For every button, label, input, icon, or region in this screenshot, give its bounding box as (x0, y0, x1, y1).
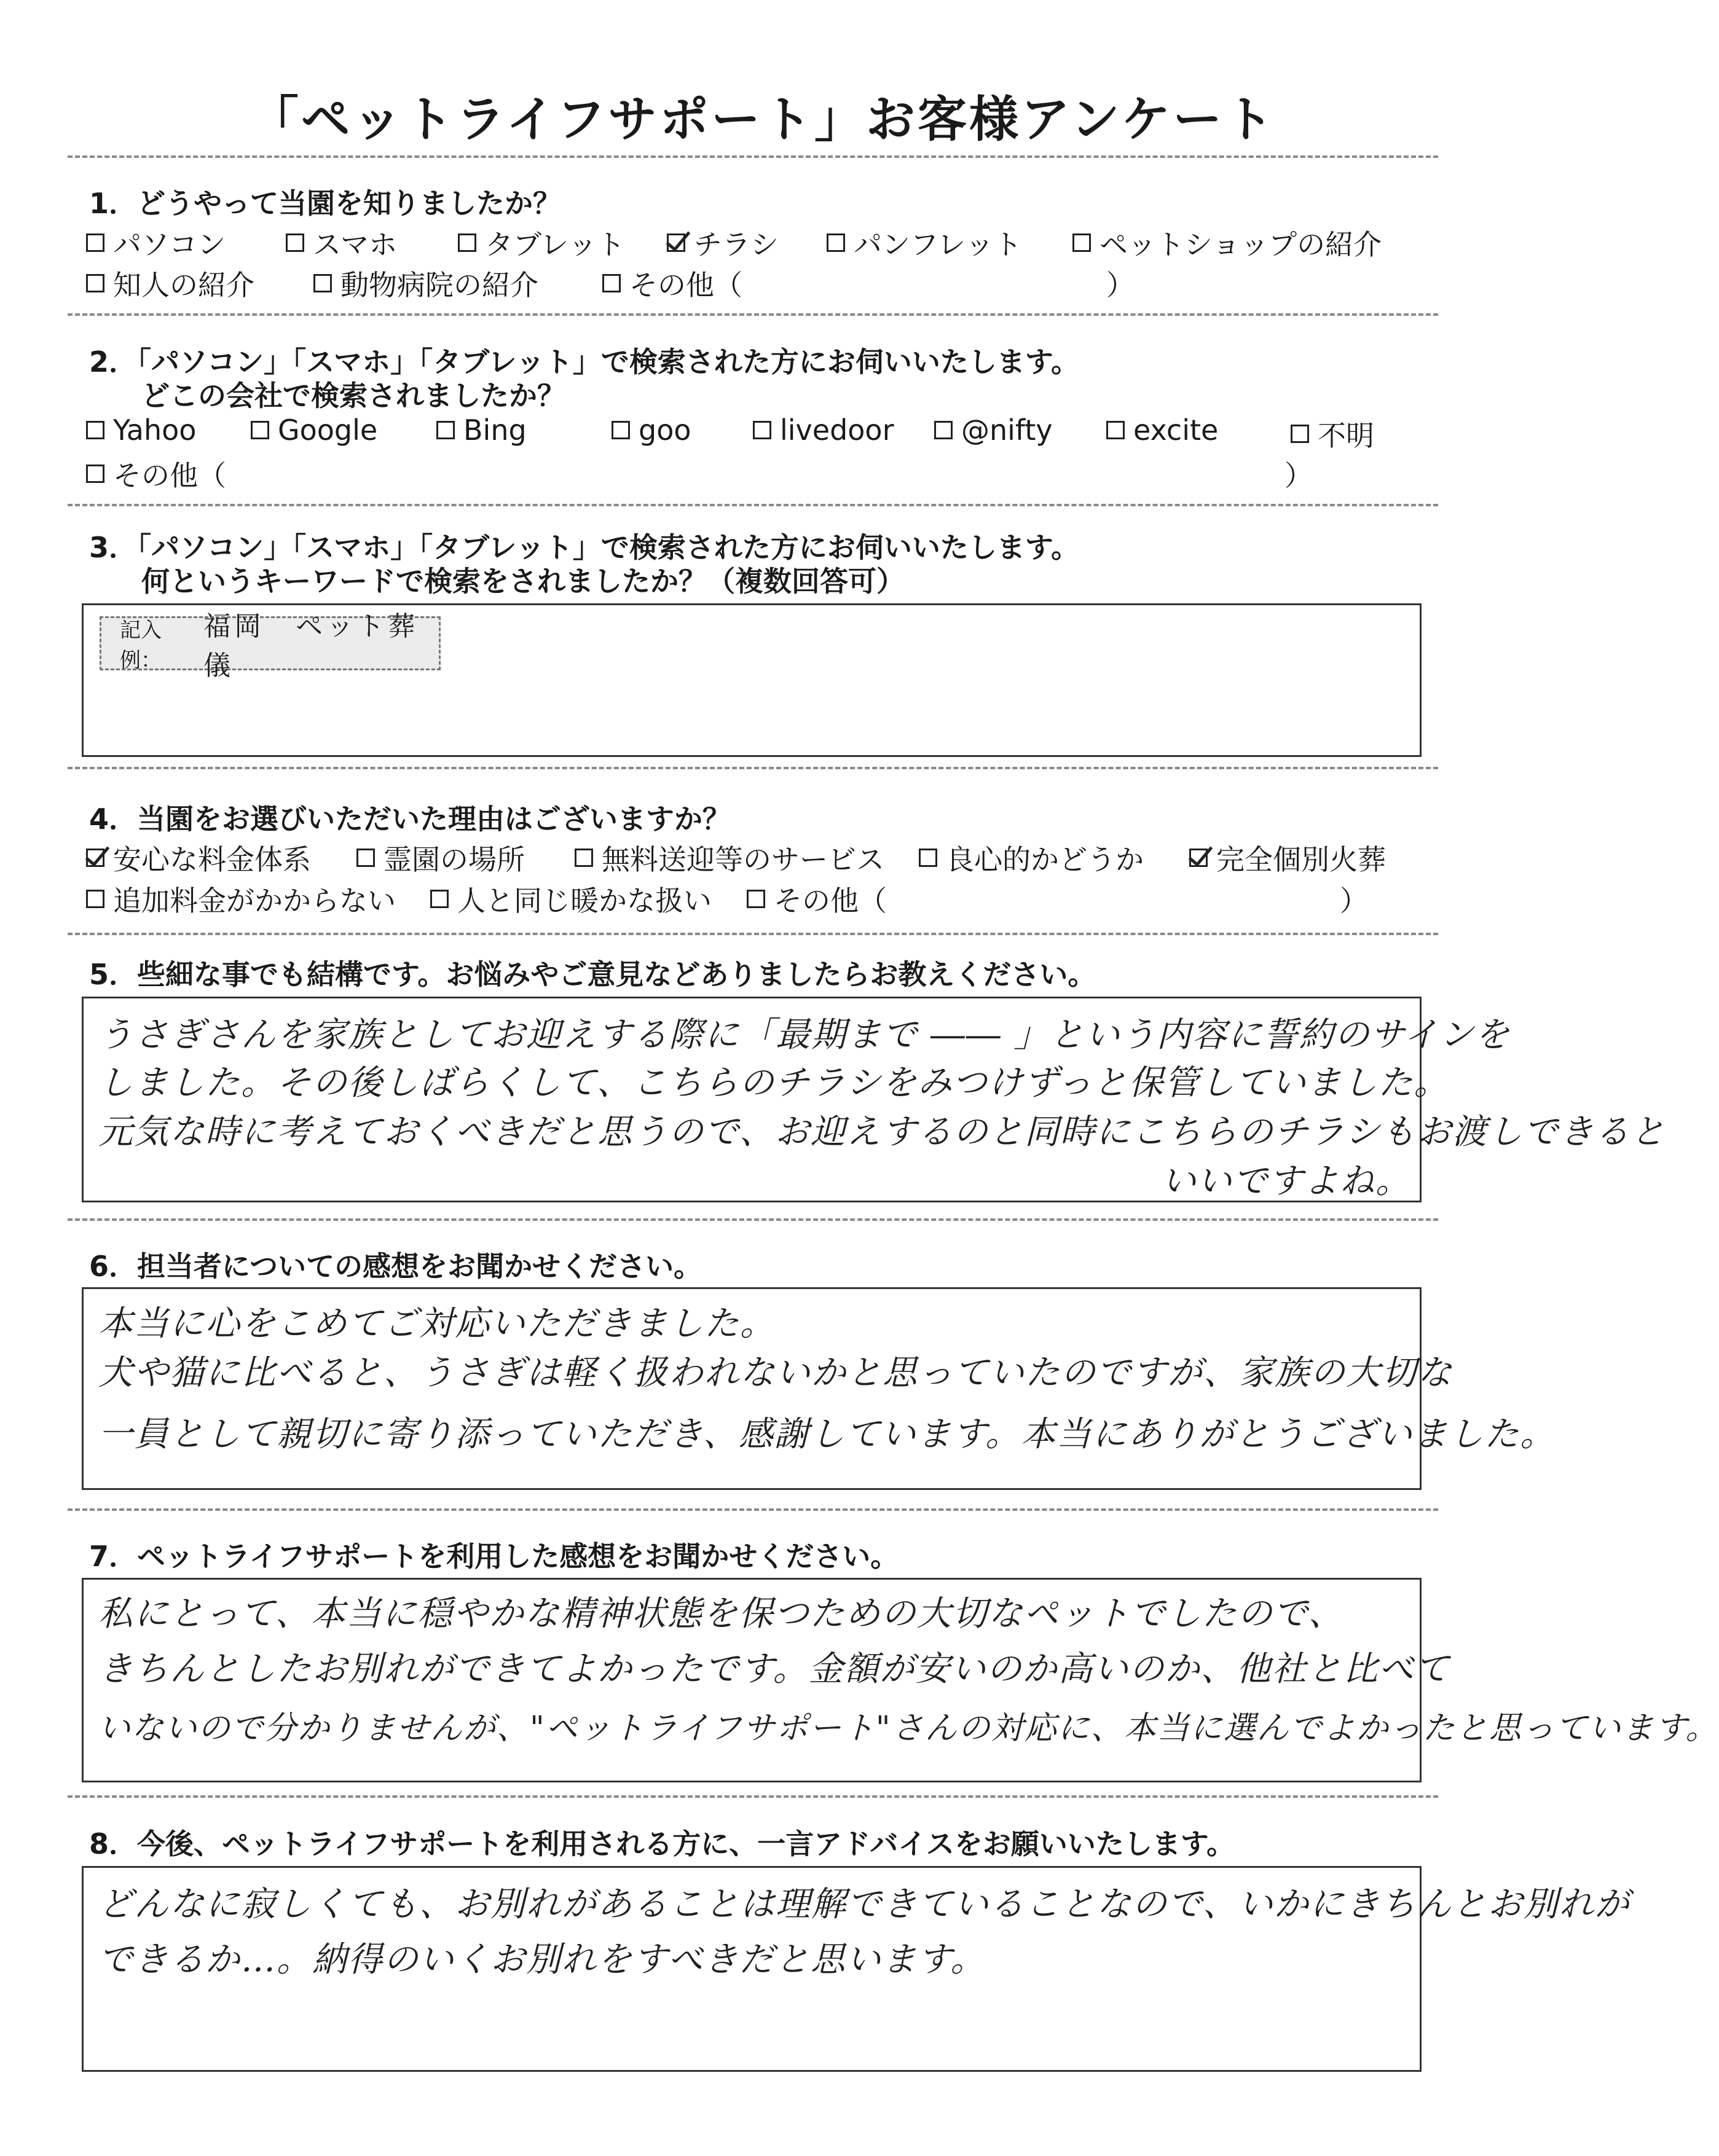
separator (68, 1218, 1438, 1221)
checkbox[interactable] (356, 849, 375, 867)
checkbox[interactable] (575, 849, 593, 867)
q7-answer-line: 私にとって、本当に穏やかな精神状態を保つための大切なペットでしたので、 (98, 1594, 1344, 1634)
example-text: 福岡 ペット葬儀 (203, 611, 419, 681)
q3-example (100, 611, 441, 681)
q6-answer-line: 犬や猫に比べると、うさぎは軽く扱われないかと思っていたのですが、家族の大切な (98, 1353, 1453, 1393)
q7-answer-line: きちんとしたお別れができてよかったです。金額が安いのか高いのか、他社と比べて (98, 1649, 1450, 1689)
q4-option-other[interactable]: その他（ (747, 879, 887, 919)
q4-title: 4．当園をお選びいただいた理由はございますか？ (89, 802, 731, 836)
q1-option-other[interactable]: その他（ (602, 263, 742, 304)
q2-close-paren: ） (1284, 459, 1313, 492)
q1-option-pc[interactable]: パソコン (86, 222, 226, 263)
checkbox[interactable] (86, 233, 104, 252)
example-label: 記入例： (120, 618, 162, 673)
checkbox[interactable] (286, 233, 304, 252)
q5-answer-line: しました。その後しばらくして、こちらのチラシをみつけずっと保管していました。 (98, 1063, 1450, 1103)
q4-option-individual-cremation[interactable]: 完全個別火葬 (1189, 837, 1386, 878)
q1-close-paren: ） (1106, 269, 1135, 302)
checkbox[interactable] (436, 421, 455, 439)
checkbox[interactable] (1106, 421, 1125, 439)
checkbox[interactable] (753, 421, 771, 439)
q1-option-smartphone[interactable]: スマホ (286, 222, 397, 263)
checkbox[interactable] (430, 890, 449, 908)
separator (68, 767, 1438, 769)
q2-title: 2．「パソコン」「スマホ」「タブレット」で検索された方にお伺いいたします。 (89, 345, 1080, 378)
q2-option-yahoo[interactable]: Yahoo (86, 414, 196, 447)
q1-option-tablet[interactable]: タブレット (458, 222, 625, 263)
checkbox[interactable] (86, 890, 104, 908)
checkbox[interactable] (919, 849, 937, 867)
page-title: 「ペットライフサポート」お客様アンケート (249, 91, 1276, 148)
checkbox-checked[interactable] (1189, 849, 1208, 867)
checkbox[interactable] (86, 465, 104, 483)
q2-subtitle: どこの会社で検索されましたか？ (141, 379, 565, 412)
separator (68, 1795, 1438, 1798)
q6-answer-line: 本当に心をこめてご対応いただきました。 (98, 1304, 776, 1344)
q2-option-livedoor[interactable]: livedoor (753, 414, 894, 447)
q5-answer-line: 元気な時に考えておくべきだと思うので、お迎えするのと同時にこちらのチラシもお渡しできると (98, 1112, 1666, 1152)
q1-option-pamphlet[interactable]: パンフレット (827, 222, 1022, 263)
separator (68, 155, 1438, 158)
separator (68, 1508, 1438, 1511)
checkbox[interactable] (1291, 425, 1309, 443)
q4-option-conscientious[interactable]: 良心的かどうか (919, 837, 1144, 878)
q5-answer-line: うさぎさんを家族としてお迎えする際に「最期まで ―― 」という内容に誓約のサインを (98, 1015, 1511, 1055)
q4-close-paren: ） (1340, 884, 1368, 917)
q6-title: 6．担当者についての感想をお聞かせください。 (89, 1250, 702, 1283)
q4-option-no-extra-fee[interactable]: 追加料金がかからない (86, 879, 396, 919)
checkbox[interactable] (612, 421, 630, 439)
q8-answer-line: できるか…。納得のいくお別れをすべきだと思います。 (98, 1940, 986, 1980)
checkbox[interactable] (86, 421, 104, 439)
q1-option-vet[interactable]: 動物病院の紹介 (313, 263, 538, 304)
q2-option-other[interactable]: その他（ (86, 453, 226, 494)
q5-title: 5．些細な事でも結構です。お悩みやご意見などありましたらお教えください。 (89, 958, 1096, 991)
q4-option-location[interactable]: 霊園の場所 (356, 837, 525, 878)
q8-title: 8．今後、ペットライフサポートを利用される方に、一言アドバイスをお願いいたします。 (89, 1827, 1235, 1860)
checkbox[interactable] (458, 233, 476, 252)
checkbox[interactable] (827, 233, 845, 252)
checkbox[interactable] (602, 274, 621, 292)
q8-answer-line: どんなに寂しくても、お別れがあることは理解できていることなので、いかにきちんとお別れが (98, 1884, 1630, 1924)
q6-answer-line: 一員として親切に寄り添っていただき、感謝しています。本当にありがとうございました。 (98, 1414, 1556, 1454)
checkbox[interactable] (251, 421, 269, 439)
q2-option-bing[interactable]: Bing (436, 414, 527, 447)
checkbox[interactable] (747, 890, 765, 908)
q2-option-goo[interactable]: goo (612, 414, 691, 447)
q2-option-excite[interactable]: excite (1106, 414, 1218, 447)
separator (68, 933, 1438, 935)
checkbox[interactable] (1072, 233, 1091, 252)
q1-option-acquaintance[interactable]: 知人の紹介 (86, 263, 254, 304)
q5-answer-line: いいですよね。 (1162, 1161, 1411, 1201)
q2-option-unknown[interactable]: 不明 (1291, 414, 1374, 454)
q4-option-price[interactable]: 安心な料金体系 (86, 837, 311, 878)
q2-option-nifty[interactable]: @nifty (934, 414, 1053, 447)
q3-title: 3．「パソコン」「スマホ」「タブレット」で検索された方にお伺いいたします。 (89, 531, 1080, 564)
q2-option-google[interactable]: Google (251, 414, 377, 447)
q1-option-flyer[interactable]: チラシ (667, 222, 779, 263)
separator (68, 313, 1438, 316)
q3-subtitle: 何というキーワードで検索をされましたか？（複数回答可） (141, 565, 905, 598)
q4-option-warm-treatment[interactable]: 人と同じ暖かな扱い (430, 879, 712, 919)
q1-option-petshop[interactable]: ペットショップの紹介 (1072, 222, 1382, 263)
checkbox[interactable] (934, 421, 953, 439)
checkbox[interactable] (86, 274, 104, 292)
q4-option-shuttle[interactable]: 無料送迎等のサービス (575, 837, 884, 878)
checkbox-checked[interactable] (86, 849, 104, 867)
checkbox-checked[interactable] (667, 233, 685, 252)
q7-title: 7．ペットライフサポートを利用した感想をお聞かせください。 (89, 1540, 899, 1573)
checkbox[interactable] (313, 274, 332, 292)
q7-answer-line: いないので分かりませんが、"ペットライフサポート"さんの対応に、本当に選んでよかったと思っています。 (98, 1710, 1719, 1747)
separator (68, 504, 1438, 506)
q1-title: 1．どうやって当園を知りましたか？ (89, 187, 562, 220)
